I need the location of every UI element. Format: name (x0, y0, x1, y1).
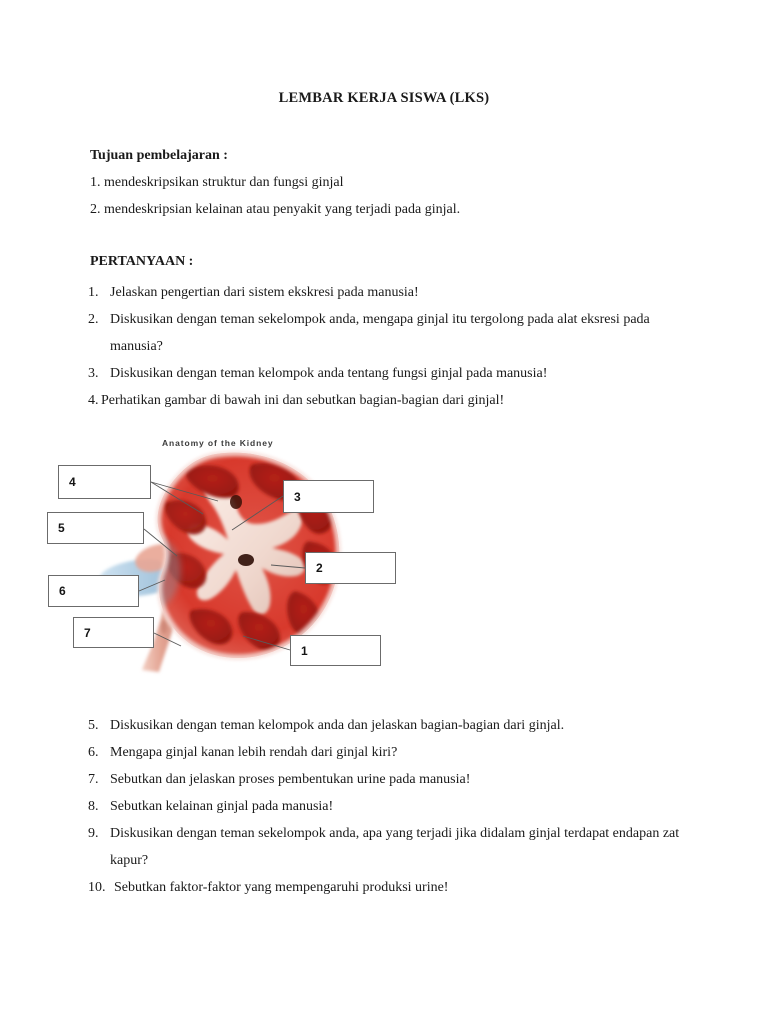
figure-label-text-2: 2 (316, 561, 323, 575)
question-item (88, 874, 688, 901)
question-number: 4. (88, 393, 99, 408)
figure-label-box-1[interactable] (290, 635, 381, 666)
objective-item-2: 2. mendeskripsian kelainan atau penyakit yang terjadi pada ginjal. (90, 202, 461, 217)
question-number: 2. (88, 312, 99, 327)
question-item (88, 712, 688, 739)
figure-label-box-4[interactable] (58, 465, 151, 499)
question-number: 3. (88, 366, 99, 381)
page-title: LEMBAR KERJA SISWA (LKS) (278, 90, 490, 106)
question-item (88, 793, 688, 820)
question-item (88, 820, 688, 874)
figure-label-box-2[interactable] (305, 552, 396, 584)
figure-label-text-3: 3 (294, 489, 301, 504)
calyx-opening-upper (230, 495, 242, 509)
figure-label-box-5[interactable] (47, 512, 144, 544)
question-item (88, 739, 688, 766)
question-text: Diskusikan dengan teman sekelompok anda, apa yang terjadi jika didalam ginjal terdapat endapan zat kapur? (110, 826, 680, 868)
question-text: Diskusikan dengan teman kelompok anda tentang fungsi ginjal pada manusia! (110, 366, 548, 381)
questions-heading: PERTANYAAN : (90, 254, 194, 269)
figure-label-text-4: 4 (69, 475, 76, 489)
question-item (88, 279, 688, 306)
question-item (88, 360, 688, 387)
calyx-opening-lower (238, 554, 254, 566)
question-item (88, 387, 688, 414)
question-number: 6. (88, 745, 99, 760)
question-text: Sebutkan dan jelaskan proses pembentukan urine pada manusia! (110, 772, 471, 787)
objectives-heading: Tujuan pembelajaran : (90, 148, 228, 163)
figure-label-box-7[interactable] (73, 617, 154, 648)
questions-list-bottom (88, 712, 688, 901)
question-text: Perhatikan gambar di bawah ini dan sebutkan bagian-bagian dari ginjal! (101, 393, 505, 408)
question-number: 9. (88, 826, 99, 841)
question-text: Mengapa ginjal kanan lebih rendah dari ginjal kiri? (110, 745, 398, 760)
ureter-lumen (161, 620, 168, 634)
kidney-figure (40, 432, 460, 680)
question-text: Diskusikan dengan teman sekelompok anda, mengapa ginjal itu tergolong pada alat eksresi pada manusia? (110, 312, 650, 354)
question-number: 10. (88, 880, 106, 895)
figure-label-text-1: 1 (301, 643, 308, 658)
question-number: 1. (88, 285, 99, 300)
figure-title: Anatomy of the Kidney (162, 438, 274, 448)
figure-label-box-3[interactable] (283, 480, 374, 513)
figure-label-text-7: 7 (84, 625, 91, 640)
question-text: Sebutkan kelainan ginjal pada manusia! (110, 799, 334, 814)
question-text: Diskusikan dengan teman kelompok anda dan jelaskan bagian-bagian dari ginjal. (110, 718, 565, 733)
figure-label-text-6: 6 (59, 584, 66, 598)
figure-label-box-6[interactable] (48, 575, 139, 607)
question-item (88, 766, 688, 793)
question-number: 7. (88, 772, 99, 787)
question-number: 8. (88, 799, 99, 814)
figure-label-text-5: 5 (58, 521, 65, 535)
questions-list-top (88, 279, 688, 414)
question-item (88, 306, 688, 360)
question-text: Sebutkan faktor-faktor yang mempengaruhi produksi urine! (114, 880, 449, 895)
question-text: Jelaskan pengertian dari sistem ekskresi pada manusia! (110, 285, 419, 300)
objective-item-1: 1. mendeskripsikan struktur dan fungsi ginjal (90, 175, 344, 190)
question-number: 5. (88, 718, 99, 733)
